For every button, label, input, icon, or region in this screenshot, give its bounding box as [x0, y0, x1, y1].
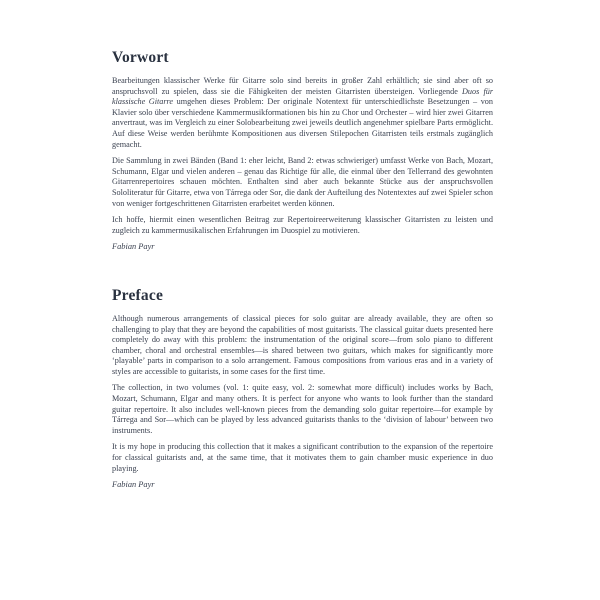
author-signature-vorwort: Fabian Payr [112, 242, 155, 252]
preface-heading: Preface [112, 286, 164, 304]
section-vorwort [112, 48, 493, 253]
vorwort-paragraph-3: Ich hoffe, hiermit einen wesentlichen Beitrag zur Repertoireerweiterung klassischer Gitarristen zu leisten und zugleich zu kammermusikalischen Erfahrungen im Duospiel zu motivieren. [112, 215, 493, 235]
preface-paragraph-3: It is my hope in producing this collection that it makes a significant contribution to the expansion of the repertoire for classical guitarists and, at the same time, that it motivates them to gain chamber music experience in duo playing. [112, 442, 493, 473]
author-signature-preface: Fabian Payr [112, 480, 155, 490]
page-content [112, 48, 493, 491]
preface-paragraph-2: The collection, in two volumes (vol. 1: quite easy, vol. 2: somewhat more difficult) includes works by Bach, Mozart, Schumann, Elgar and many others. It is perfect for anyone who wants to look further than the standard guitar repertoire. It also includes well-known pieces from the demanding solo guitar repertoire—for example by Tárrega and Sor—which can be played by less advanced guitarists thanks to the ‘division of labour’ between two instruments. [112, 383, 493, 435]
vorwort-heading: Vorwort [112, 49, 169, 66]
preface-paragraph-1: Although numerous arrangements of classical pieces for solo guitar are already available, they are often so challenging to play that they are beyond the capabilities of most guitarists. The classical guitar duets presented here completely do away with this problem: the instrumentation of the original score—from solo piano to different chamber, choral and orchestral ensembles—is shared between two guitars, which makes for significantly more ‘playable’ parts in comparison to a solo arrangement. Famous compositions from various eras and in a variety of styles are accessible to guitarists, in some cases for the first time. [112, 313, 493, 376]
section-preface [112, 286, 493, 491]
vorwort-paragraph-1: Bearbeitungen klassischer Werke für Gitarre solo sind bereits in großer Zahl erhältlich; sie sind aber oft so anspruchsvoll zu spielen, dass sie die Fähigkeiten der meisten Gitarristen übersteigen. Vorliegende Duos für klassische Gitarre umgehen dieses Problem: Der originale Notentext für unterschiedlichste Besetzungen – von Klavier solo über verschiedene Kammermusikformationen bis hin zu Chor und Orchester – wird hier zwei Gitarren anvertraut, was im Vergleich zu einer Solobearbeitung zwei jeweils deutlich angenehmer spielbare Parts ermöglicht. Auf diese Weise werden berühmte Kompositionen aus diversen Stilepochen Gitarristen teils erstmals zugänglich gemacht. [112, 76, 494, 149]
vorwort-paragraph-2: Die Sammlung in zwei Bänden (Band 1: eher leicht, Band 2: etwas schwieriger) umfasst Werke von Bach, Mozart, Schumann, Elgar und vielen anderen – genau das Richtige für alle, die einmal über den Tellerrand des gewohnten Gitarrenrepertoires schauen möchten. Enthalten sind aber auch bekannte Stücke aus der anspruchsvollen Sololiteratur für Gitarre, etwa von Tárrega oder Sor, die dank der Aufteilung des Notentextes auf zwei Spieler schon von weniger fortgeschrittenen Gitarristen erarbeitet werden können. [112, 156, 493, 208]
